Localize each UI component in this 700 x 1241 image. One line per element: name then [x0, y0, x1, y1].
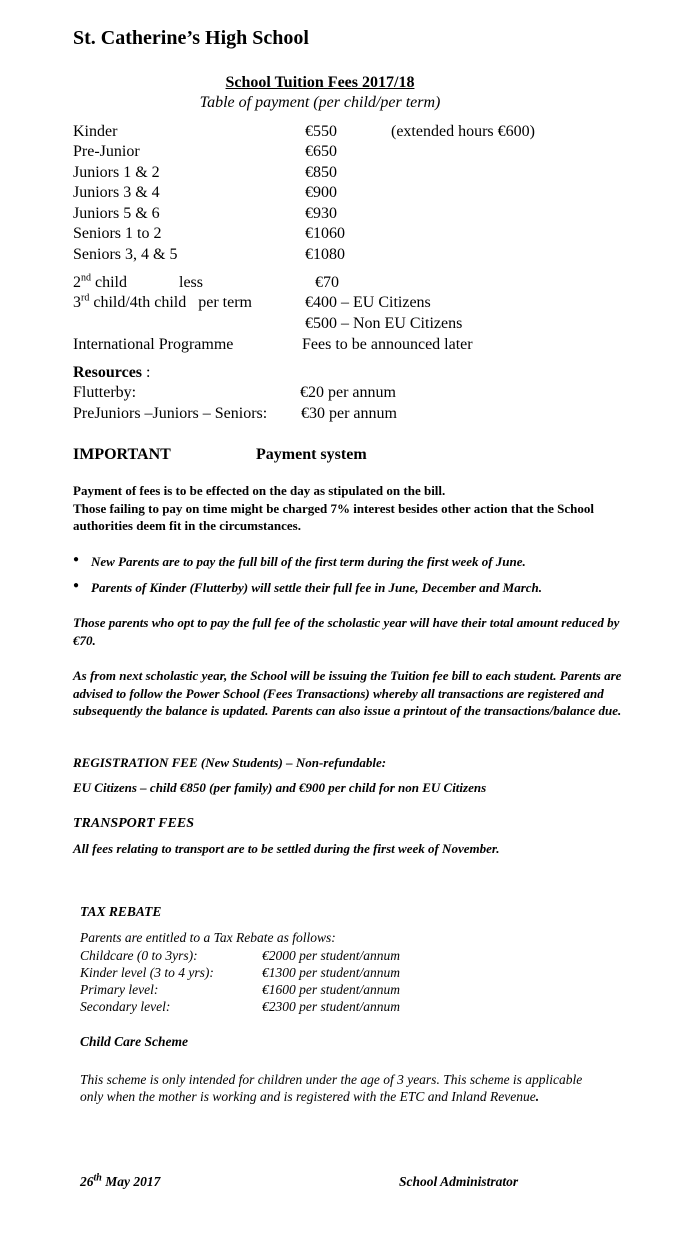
tax-label: Childcare (0 to 3yrs): — [80, 948, 198, 963]
fee-amount: €930 — [305, 205, 337, 222]
important-heading: IMPORTANT — [73, 446, 171, 463]
document-title: School Tuition Fees 2017/18 — [225, 74, 415, 91]
second-child-less: less — [179, 274, 203, 291]
third-child-label: 3rd child/4th child per term — [73, 292, 252, 311]
fee-amount: €900 — [305, 184, 337, 201]
child-care-text: This scheme is only intended for children under the age of 3 years. This scheme is applicable only when the mother is working and is registered with the ETC and Inland Revenue. — [80, 1072, 583, 1104]
resource-value: €20 per annum — [300, 384, 396, 401]
fee-level: Juniors 1 & 2 — [73, 164, 160, 181]
child-care-heading: Child Care Scheme — [80, 1034, 189, 1049]
fee-amount: €850 — [305, 164, 337, 181]
bullet-dot-icon: ● — [73, 554, 80, 565]
tax-value: €1600 per student/annum — [262, 982, 400, 997]
school-name: St. Catherine’s High School — [73, 27, 309, 49]
fee-level: Juniors 5 & 6 — [73, 205, 160, 222]
third-child-non-eu-fee: €500 – Non EU Citizens — [305, 315, 463, 332]
fee-amount: €550 — [305, 123, 337, 140]
payment-system-heading: Payment system — [256, 446, 367, 463]
resource-label: Flutterby: — [73, 384, 137, 401]
bullet-dot-icon: ● — [73, 580, 80, 591]
transport-text: All fees relating to transport are to be settled during the first week of November. — [73, 841, 500, 856]
tax-label: Secondary level: — [80, 999, 171, 1014]
payment-line-rest: Those failing to pay on time might be charged 7% interest besides other action that the School authorities deem fit in the circumstances. — [73, 500, 594, 533]
fee-level: Kinder — [73, 123, 118, 140]
international-value: Fees to be announced later — [302, 336, 473, 353]
resource-label: PreJuniors –Juniors – Seniors: — [73, 405, 268, 422]
international-label: International Programme — [73, 336, 234, 353]
fee-amount: €1080 — [305, 246, 345, 263]
second-child-label: 2nd child — [73, 272, 127, 291]
tax-rebate-intro: Parents are entitled to a Tax Rebate as follows: — [80, 930, 336, 945]
tax-value: €2300 per student/annum — [262, 999, 400, 1014]
footer-date: 26th May 2017 — [80, 1172, 161, 1189]
tax-label: Primary level: — [80, 982, 159, 997]
document-subtitle: Table of payment (per child/per term) — [199, 94, 441, 111]
tax-value: €1300 per student/annum — [262, 965, 400, 980]
fee-amount: €1060 — [305, 225, 345, 242]
footer-signature: School Administrator — [399, 1174, 519, 1189]
transport-heading: TRANSPORT FEES — [73, 816, 194, 831]
resource-value: €30 per annum — [301, 405, 397, 422]
fee-level: Seniors 1 to 2 — [73, 225, 162, 242]
registration-heading: REGISTRATION FEE (New Students) – Non-refundable: — [73, 755, 387, 770]
tax-label: Kinder level (3 to 4 yrs): — [80, 965, 214, 980]
fee-level: Pre-Junior — [73, 143, 140, 160]
full-year-note: Those parents who opt to pay the full fee of the scholastic year will have their total amount reduced by €70. — [73, 615, 620, 648]
third-child-eu-fee: €400 – EU Citizens — [305, 294, 431, 311]
fee-level: Seniors 3, 4 & 5 — [73, 246, 178, 263]
second-child-amount: €70 — [315, 274, 339, 291]
payment-paragraph — [73, 482, 633, 535]
tax-value: €2000 per student/annum — [262, 948, 400, 963]
fee-amount: €650 — [305, 143, 337, 160]
registration-text: EU Citizens – child €850 (per family) and €900 per child for non EU Citizens — [73, 780, 487, 795]
bill-note: As from next scholastic year, the School will be issuing the Tuition fee bill to each student. Parents are advised to follow the Power School (Fees Transactions) whereby all transactions are registered and subsequently the balance is updated. Parents can also issue a printout of the transactions/balance due. — [73, 668, 622, 718]
payment-line-1: Payment of fees is to be effected on the day as stipulated on the bill. — [73, 483, 446, 498]
fee-level: Juniors 3 & 4 — [73, 184, 160, 201]
tax-rebate-heading: TAX REBATE — [80, 904, 162, 919]
fee-note: (extended hours €600) — [391, 123, 535, 140]
